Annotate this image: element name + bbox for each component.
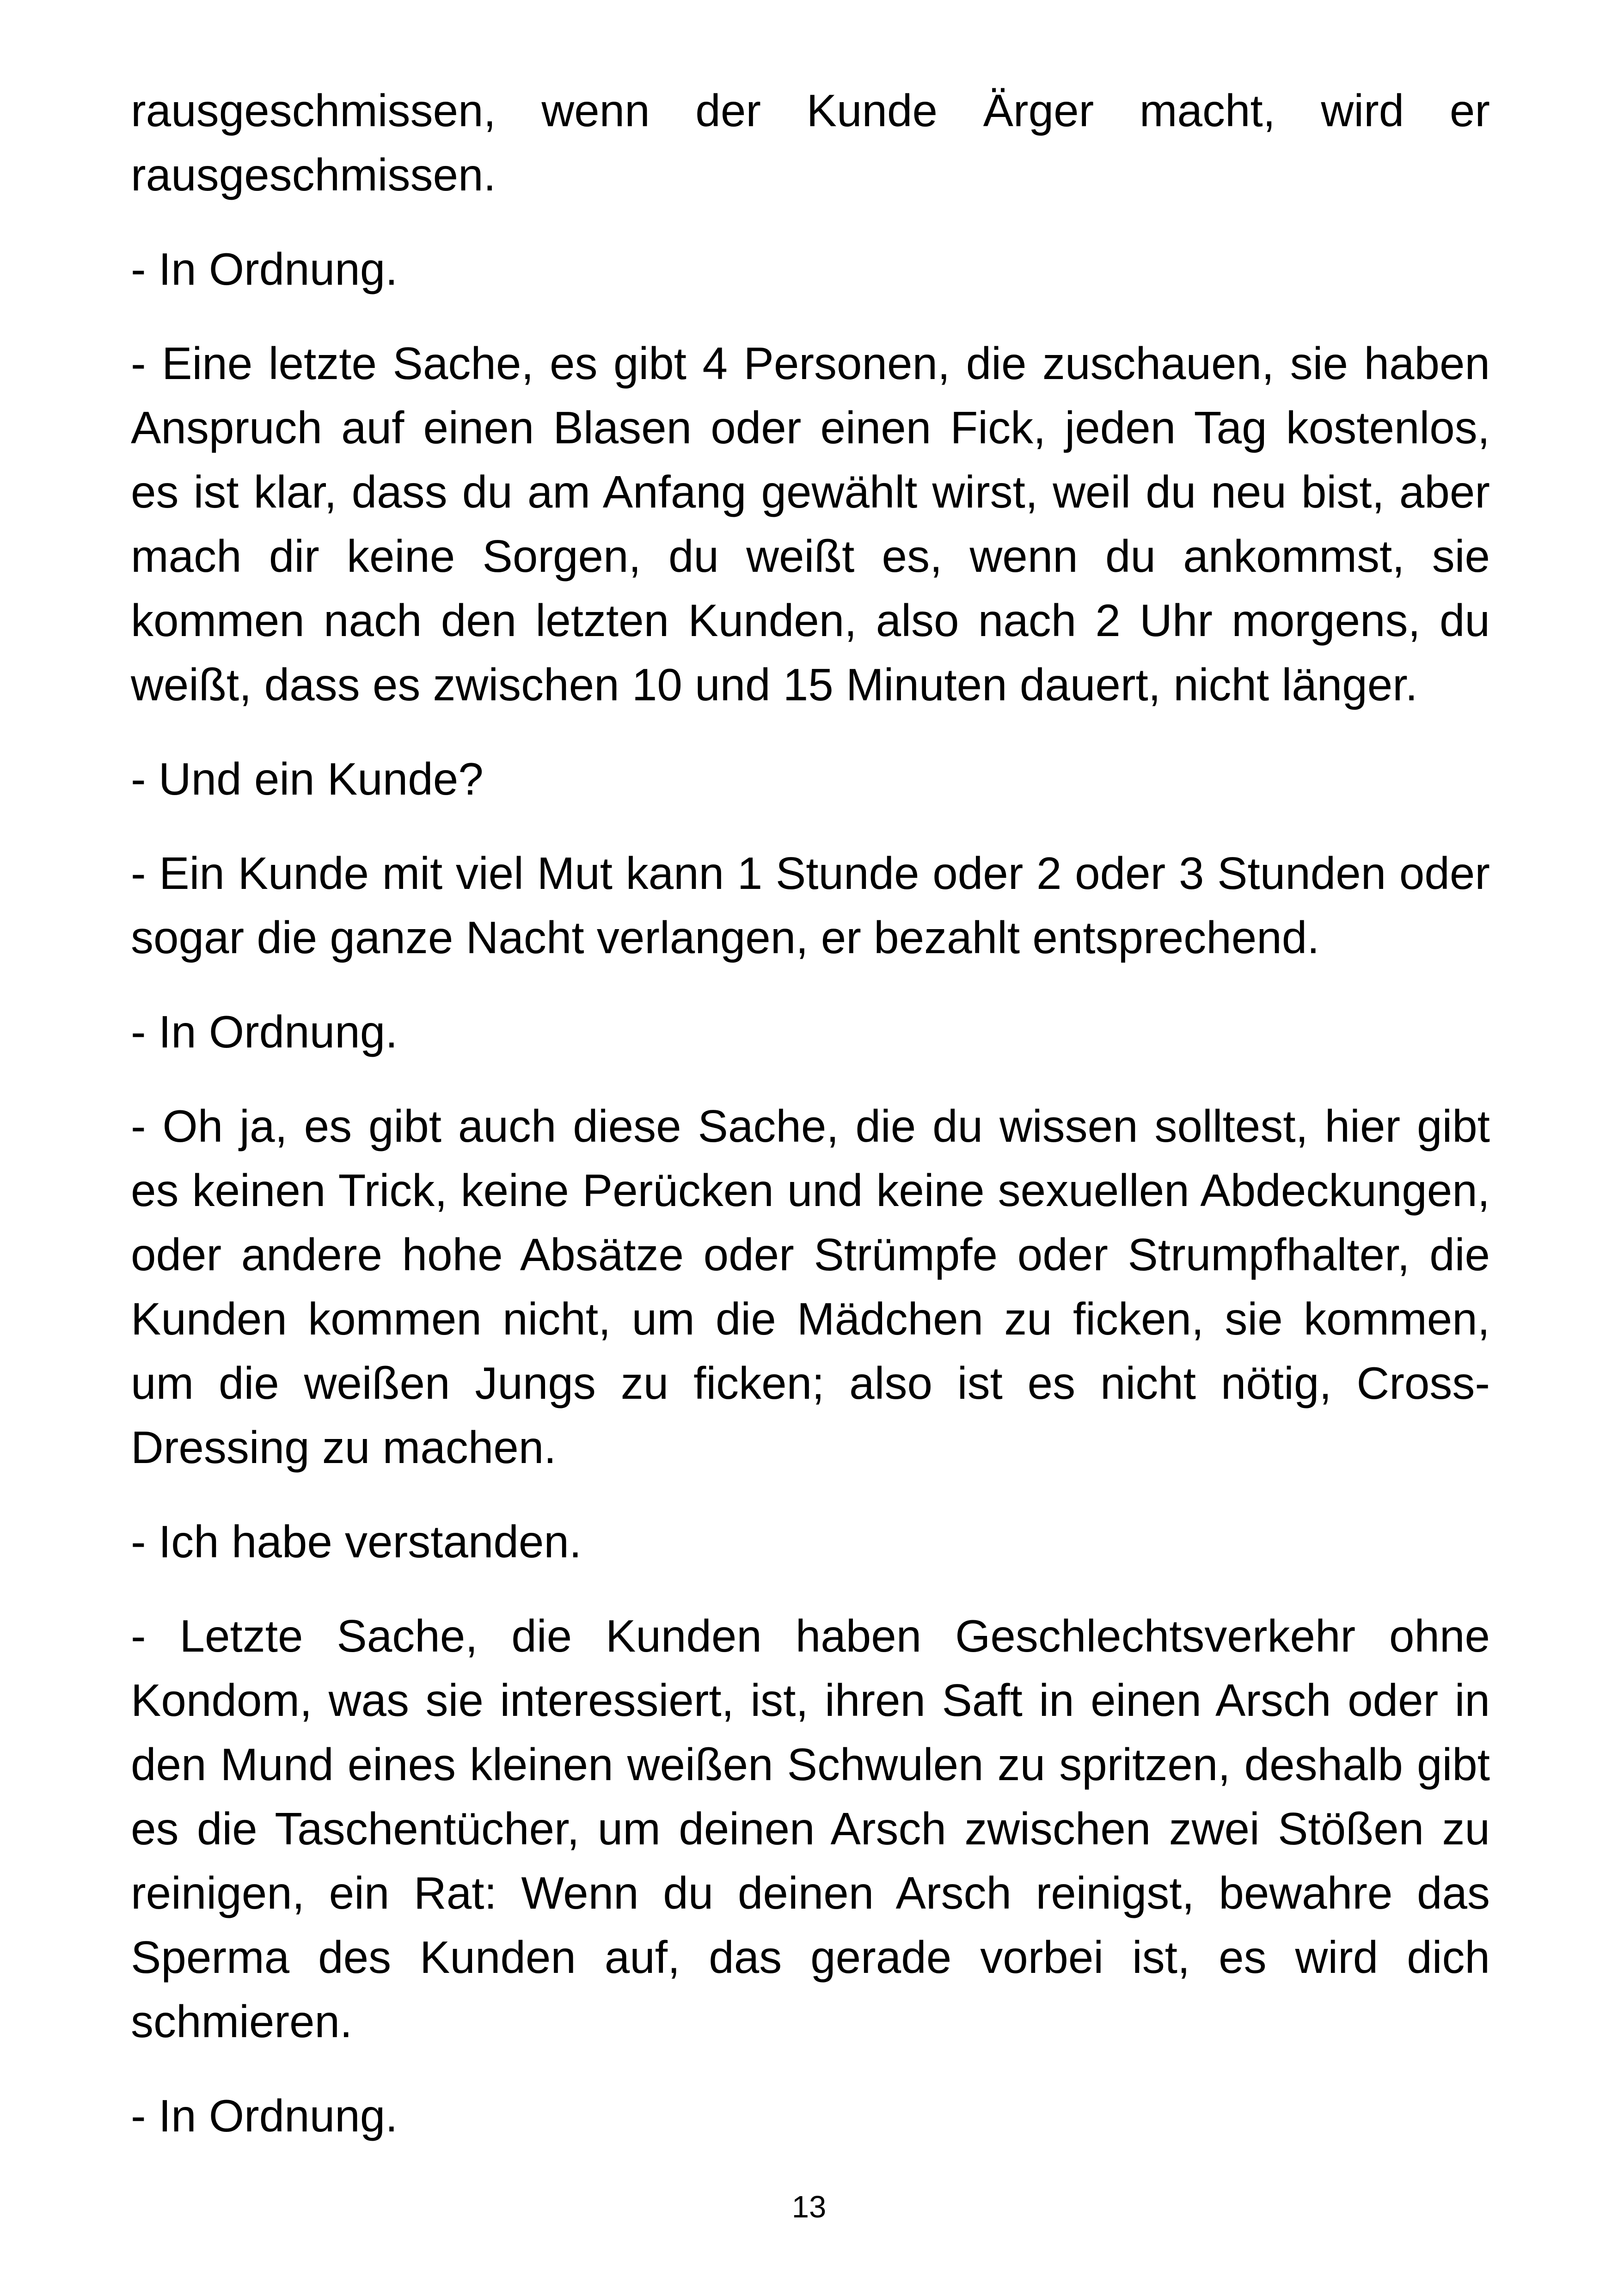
paragraph: - Letzte Sache, die Kunden haben Geschlechtsverkehr ohne Kondom, was sie interessiert, ist, ihren Saft in einen Arsch oder in den Mund eines kleinen weißen Schwulen zu spritzen, deshalb gibt es die Taschentücher, um deinen Arsch zwischen zwei Stößen zu reinigen, ein Rat: Wenn du deinen Arsch reinigst, bewahre das Sperma des Kunden auf, das gerade vorbei ist, es wird dich schmieren. bbox=[131, 1610, 1490, 2047]
paragraph: - Oh ja, es gibt auch diese Sache, die du wissen solltest, hier gibt es keinen Trick, keine Perücken und keine sexuellen Abdeckungen, oder andere hohe Absätze oder Strümpfe oder Strumpfhalter, die Kunden kommen nicht, um die Mädchen zu ficken, sie kommen, um die weißen Jungs zu ficken; also ist es nicht nötig, Cross-Dressing zu machen. bbox=[131, 1101, 1490, 1473]
paragraph: - In Ordnung. bbox=[131, 244, 398, 294]
body-text bbox=[131, 79, 1490, 2178]
paragraph: - In Ordnung. bbox=[131, 1006, 398, 1057]
paragraph: - Ich habe verstanden. bbox=[131, 1516, 582, 1567]
page-number: 13 bbox=[791, 2190, 827, 2224]
paragraph: rausgeschmissen, wenn der Kunde Ärger macht, wird er rausgeschmissen. bbox=[131, 85, 1490, 200]
paragraph: - Eine letzte Sache, es gibt 4 Personen, die zuschauen, sie haben Anspruch auf einen Blasen oder einen Fick, jeden Tag kostenlos, es ist klar, dass du am Anfang gewählt wirst, weil du neu bist, aber mach dir keine Sorgen, du weißt es, wenn du ankommst, sie kommen nach den letzten Kunden, also nach 2 Uhr morgens, du weißt, dass es zwischen 10 und 15 Minuten dauert, nicht länger. bbox=[131, 338, 1490, 710]
paragraph: - Ein Kunde mit viel Mut kann 1 Stunde oder 2 oder 3 Stunden oder sogar die ganze Nacht verlangen, er bezahlt entsprechend. bbox=[131, 848, 1490, 963]
paragraph: - In Ordnung. bbox=[131, 2090, 398, 2141]
paragraph: - Und ein Kunde? bbox=[131, 753, 484, 804]
